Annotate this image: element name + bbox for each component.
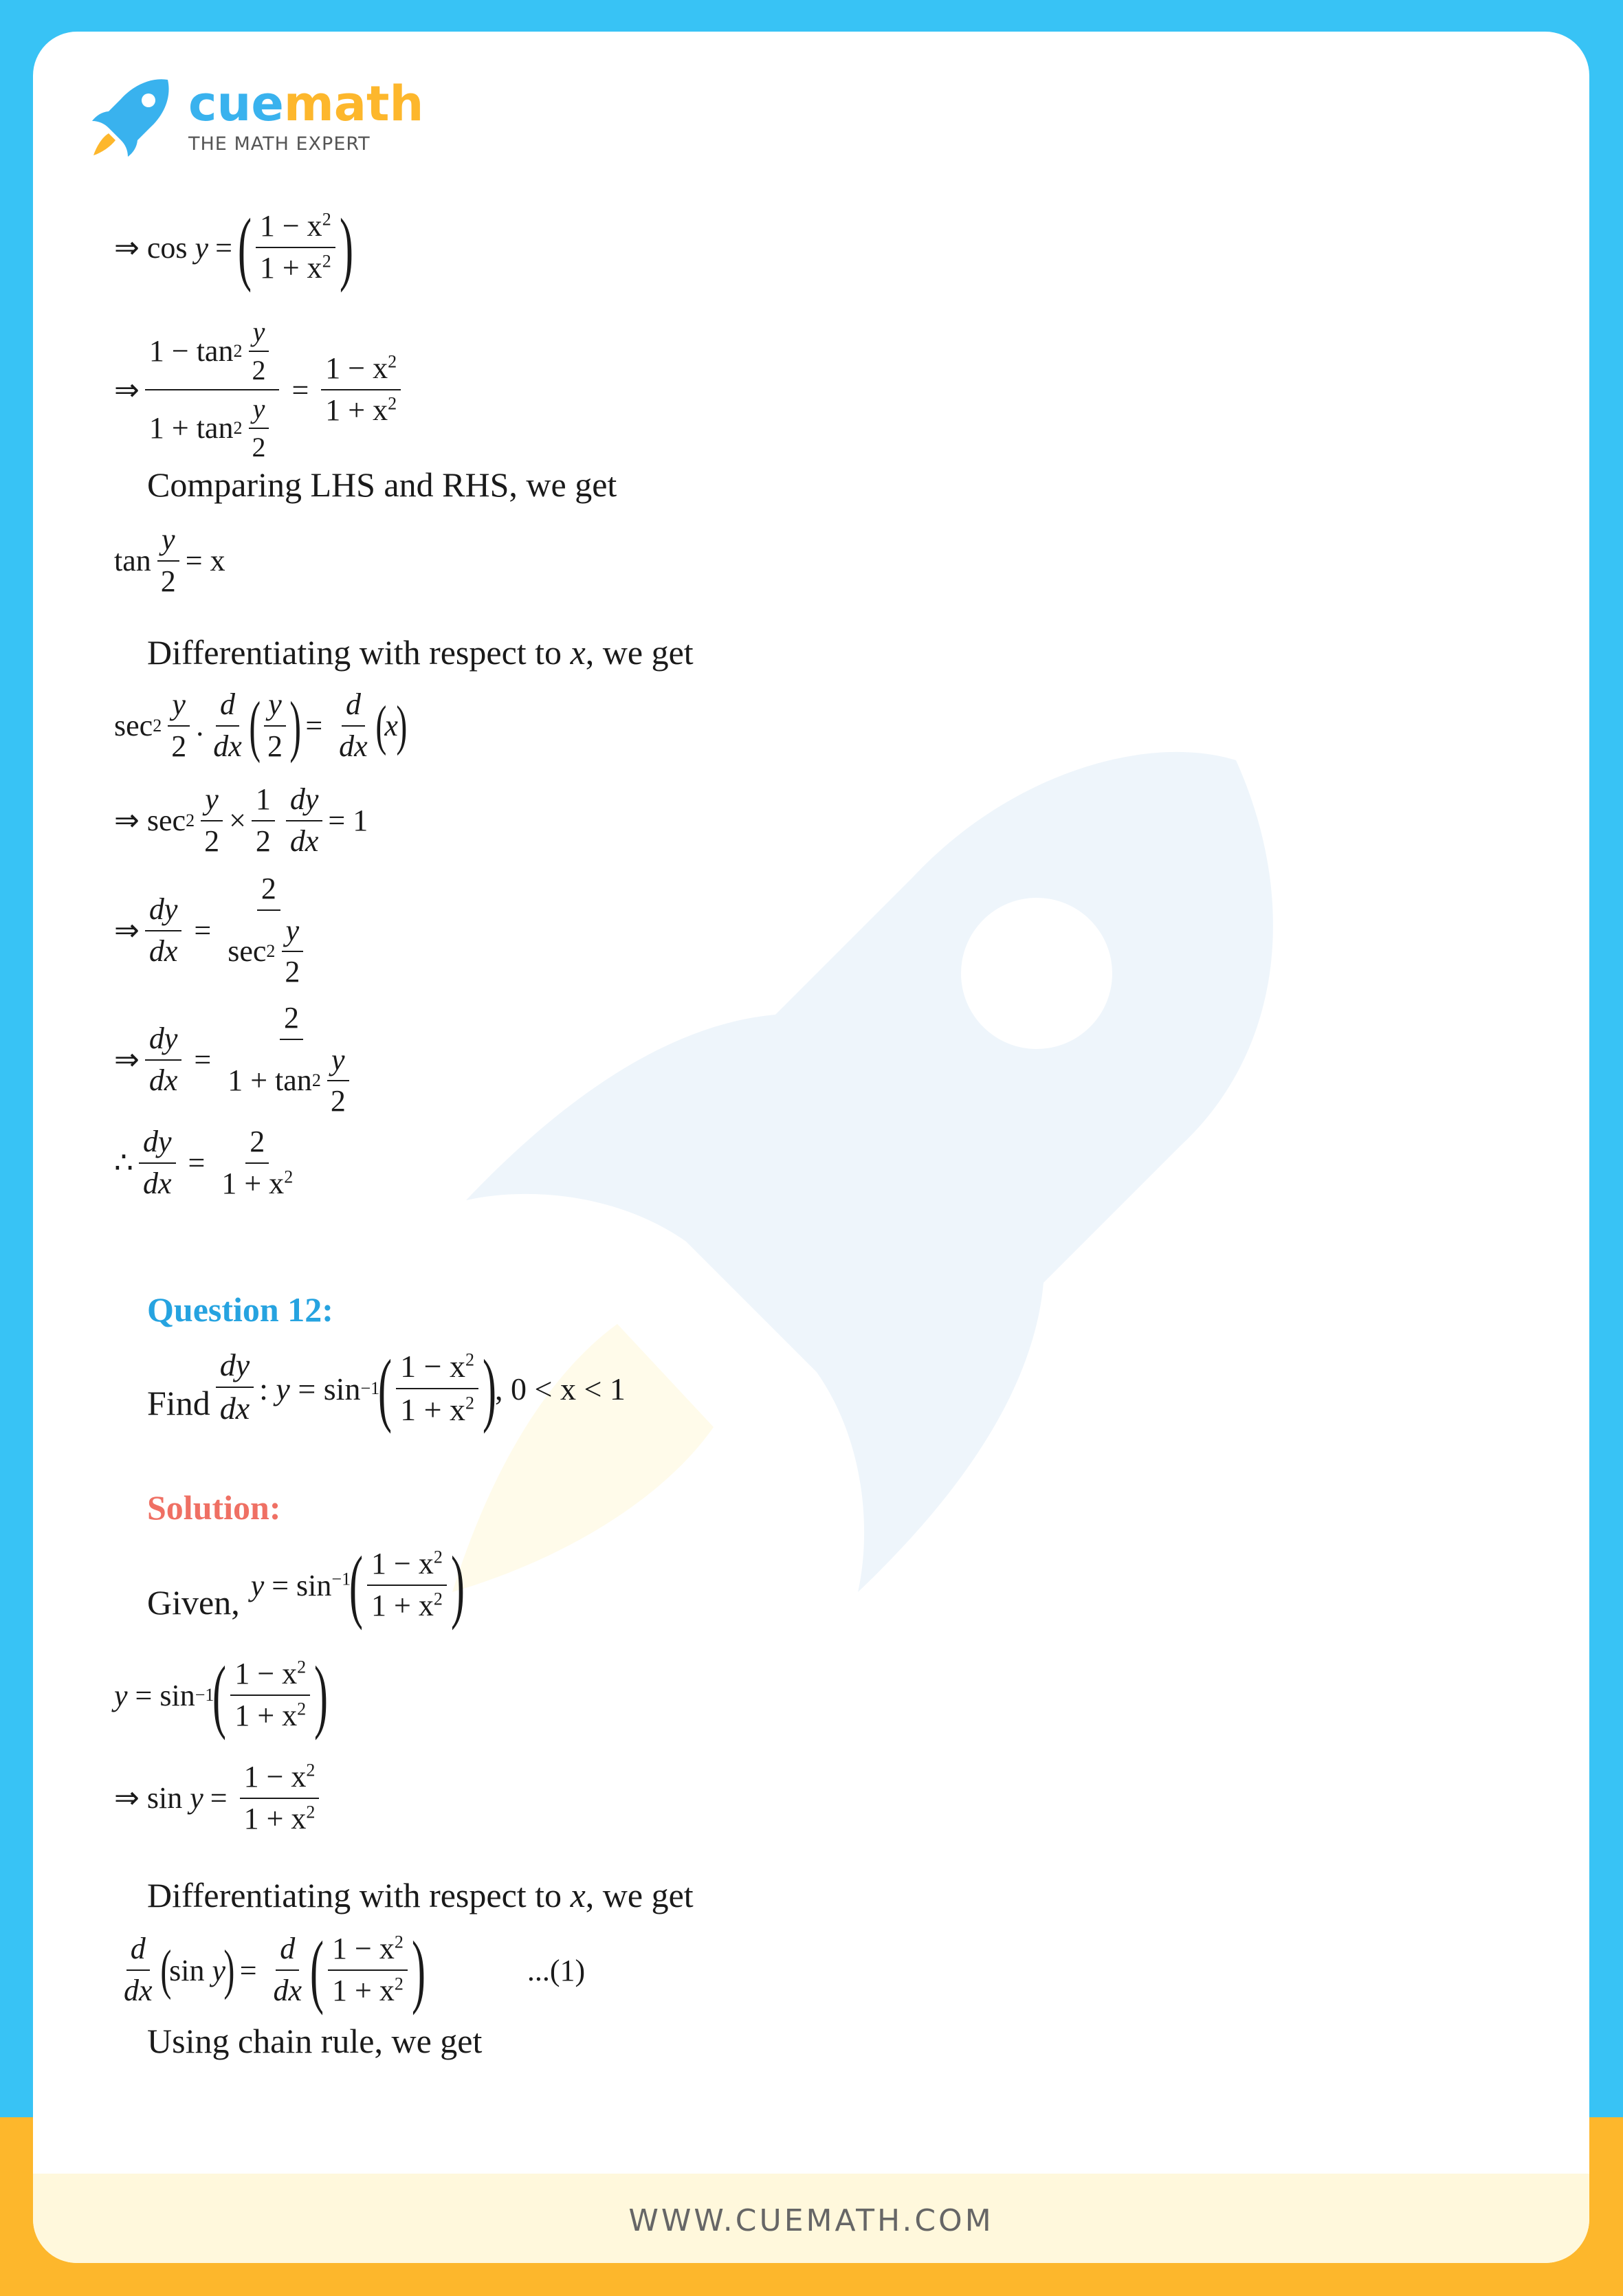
footer-url: WWW.CUEMATH.COM [628,2203,994,2238]
comparing-text: Comparing LHS and RHS, we get [147,465,617,504]
chain-rule-text: Using chain rule, we get [147,2022,483,2060]
rocket-watermark-icon [390,719,1284,1613]
step-sec-derivative: sec 2 $\frac{y}{2}$ . $\frac{d}{dx}$ ( $\frac{y}{2}$ ) = $\frac{d}{dx}$ ( x ) [114,687,408,764]
step-dydx-tan: ⇒ $\frac{dy}{dx}$ = 2 1 + tan 2 $\frac{y}{2}$ [114,1001,365,1119]
brand-tagline: THE MATH EXPERT [188,133,371,155]
implies-arrow: ⇒ [114,373,140,407]
math-var: y [195,230,209,265]
step-sec-half: ⇒ sec 2 $\frac{y}{2}$ × $\frac{1}{2}$ $\frac{dy}{dx}$ = 1 [114,782,368,858]
differentiating-text-1: Differentiating with respect to x, we get [147,633,694,672]
step-tan-half-ratio [114,316,406,463]
step-derivative-sin: $\frac{d}{dx}$ ( sin y ) = $\frac{d}{dx}$ ( $\frac{1 - x^2}{1 + x^2}$ ) ...(1) [124,1924,586,2016]
math-op: = [215,230,232,265]
fraction: 1 − tan 2 $\frac{y}{2}$ 1 + tan 2 $\frac{y}{2}$ [145,316,280,463]
cuemath-logo [91,76,423,158]
differentiating-text-2: Differentiating with respect to x, we get [147,1876,694,1914]
fraction-numerator: 1 − x [259,209,322,243]
rocket-logo-icon [91,76,173,158]
math-op: = [291,373,309,407]
step-y-sin-inverse: y = sin −1 ( $\frac{1 - x^2}{1 + x^2}$ ) [114,1649,329,1741]
step-sin-y: ⇒ sin y = $\frac{1 - x^2}{1 + x^2}$ [114,1760,324,1836]
solution-title: Solution: [147,1488,281,1527]
question-title: Question 12: [147,1290,333,1329]
step-tan-eq-x: tan $\frac{y}{2}$ = x [114,522,225,598]
step-cos-y [114,201,353,293]
fraction-denominator: 1 + x [259,251,322,285]
brand-name: cuemath [188,75,424,132]
fraction: $\frac{1 - x^2}{1 + x^2}$ [256,209,335,285]
step-dydx-sec: ⇒ $\frac{dy}{dx}$ = 2 sec 2 $\frac{y}{2}$ [114,872,319,990]
math-text: tan [114,544,151,578]
question-statement: Find $\frac{dy}{dx}$ : y = sin −1 ( $\frac{1 - x^2}{1 + x^2}$ ) , 0 < x < 1 [147,1343,626,1434]
fraction: $\frac{1 - x^2}{1 + x^2}$ [321,351,401,428]
given-statement: Given, $y = \sin^{-1}$ ( $\frac{1 - x^2}{1 + x^2}$ ) [147,1539,465,1631]
math-text: = x [185,544,225,578]
equation-reference: ...(1) [527,1953,586,1987]
fraction-denominator: 1 + tan [148,410,234,445]
left-paren: ( [237,201,252,293]
right-paren: ) [339,201,353,293]
math-text: ⇒ cos [114,230,188,265]
step-final-dydx: ∴ $\frac{dy}{dx}$ = $\frac{2}{1 + x^2}$ [114,1125,294,1200]
fraction-numerator: 1 − tan [148,333,234,368]
